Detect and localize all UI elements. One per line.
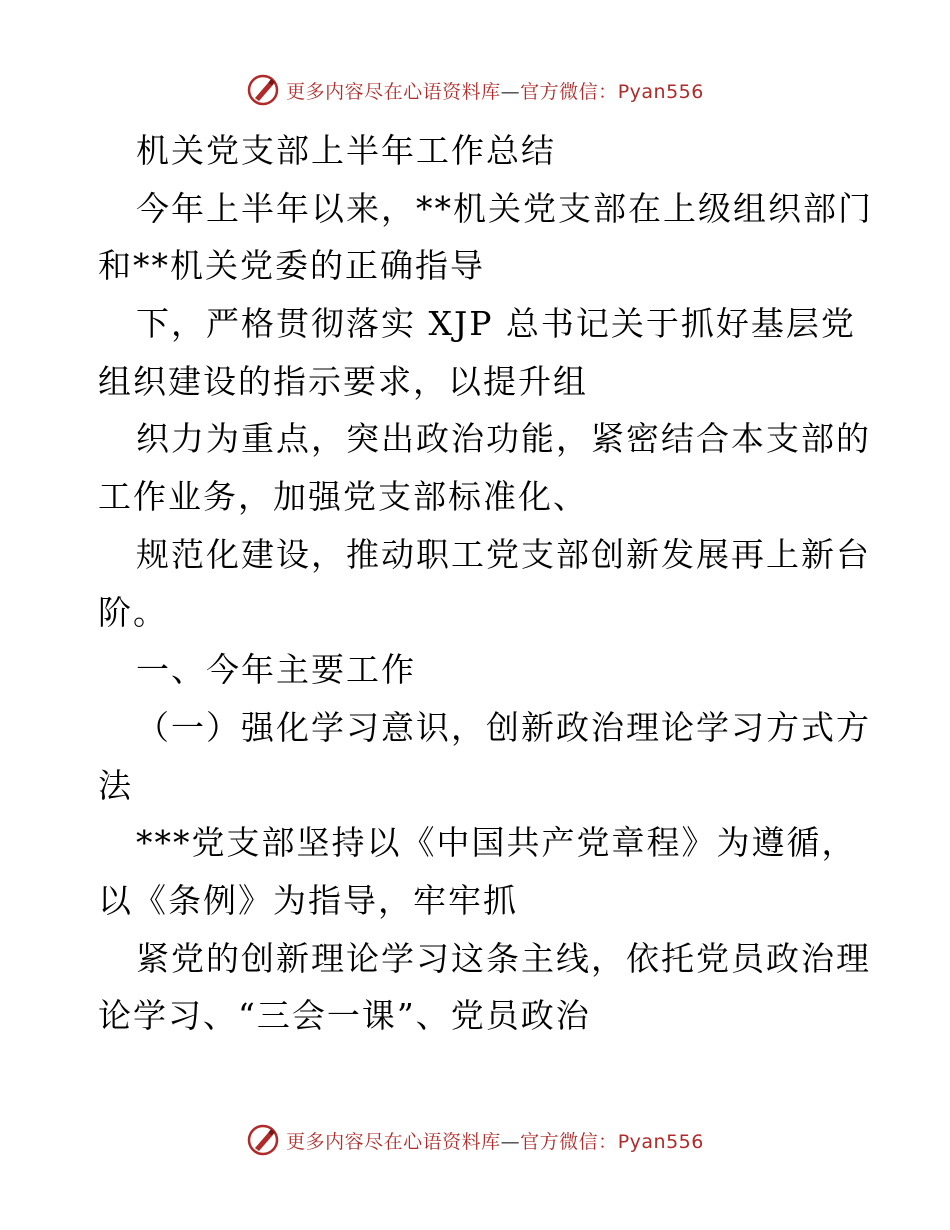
document-body <box>98 122 873 1045</box>
watermark-footer <box>0 1120 950 1160</box>
doc-line: 紧党的创新理论学习这条主线，依托党员政治理 <box>136 938 871 978</box>
pen-logo-icon <box>246 1123 280 1157</box>
doc-title: 机关党支部上半年工作总结 <box>136 131 556 170</box>
pen-logo-icon <box>246 73 280 107</box>
doc-line: 法 <box>98 765 133 805</box>
doc-line: 今年上半年以来，**机关党支部在上级组织部门 <box>136 188 873 228</box>
doc-line: 组织建设的指示要求，以提升组 <box>98 361 588 401</box>
watermark-text: 更多内容尽在心语资料库—官方微信：Pyan556 <box>286 1130 704 1153</box>
doc-line: 和**机关党委的正确指导 <box>98 246 485 286</box>
doc-line: ***党支部坚持以《中国共产党章程》为遵循， <box>136 823 857 863</box>
doc-line: 阶。 <box>98 592 168 632</box>
doc-line: 工作业务，加强党支部标准化、 <box>98 477 588 517</box>
doc-line: 织力为重点，突出政治功能，紧密结合本支部的 <box>136 419 871 459</box>
doc-line: 规范化建设，推动职工党支部创新发展再上新台 <box>136 534 871 574</box>
doc-line: 论学习、“三会一课”、党员政治 <box>98 996 591 1036</box>
watermark-header <box>0 70 950 110</box>
doc-line: 以《条例》为指导，牢牢抓 <box>98 880 518 920</box>
watermark-text: 更多内容尽在心语资料库—官方微信：Pyan556 <box>286 80 704 103</box>
section-heading: 一、今年主要工作 <box>136 650 416 690</box>
doc-line: 下，严格贯彻落实 XJP 总书记关于抓好基层党 <box>136 304 856 344</box>
subsection-heading: （一）强化学习意识，创新政治理论学习方式方 <box>136 707 871 747</box>
